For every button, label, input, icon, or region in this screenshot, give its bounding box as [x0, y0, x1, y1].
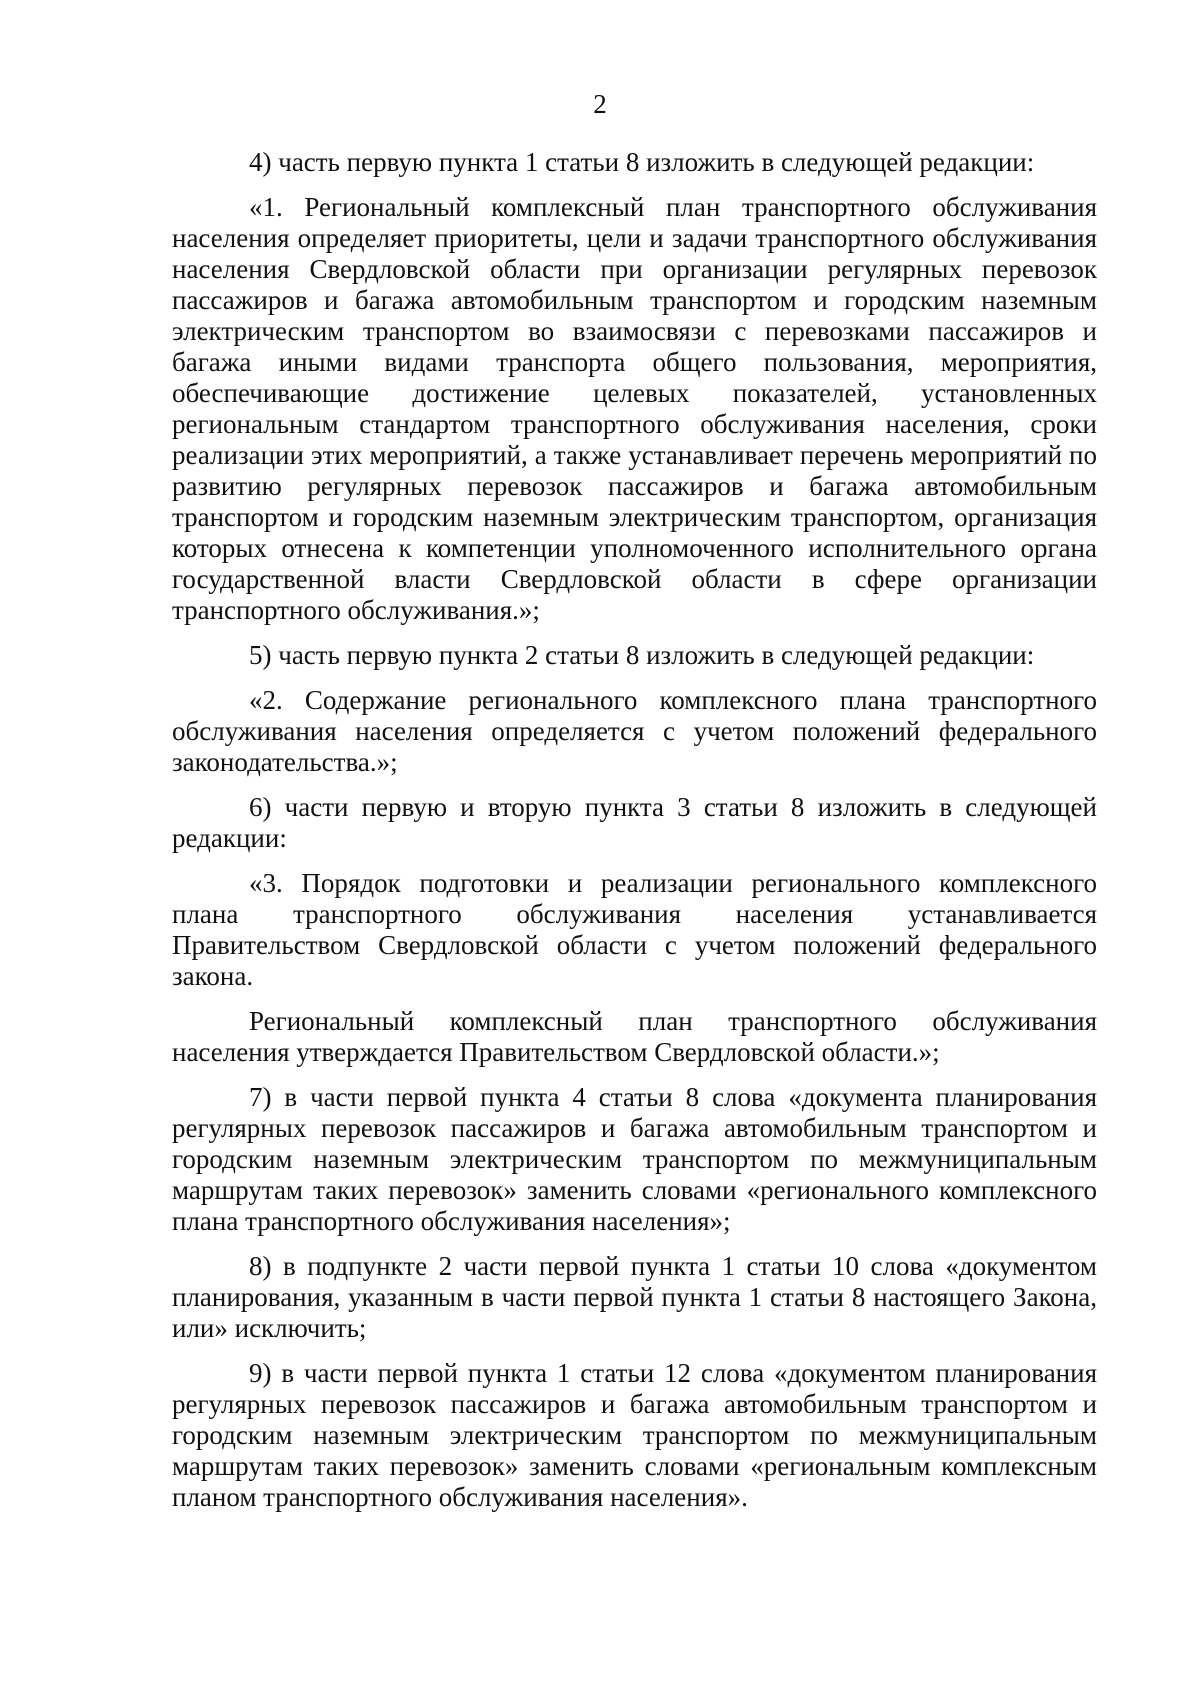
amendment-item-7: 7) в части первой пункта 4 статьи 8 слова «документа планирования регулярных перевозок пассажиров и багажа автомобильным транспортом и городским наземным электрическим транспортом по межмуниципальным маршрутам таких перевозок» заменить словами «регионального комплексного плана транспортного обслуживания населения»; [172, 1082, 1097, 1236]
amendment-item-9: 9) в части первой пункта 1 статьи 12 слова «документом планирования регулярных перевозок пассажиров и багажа автомобильным транспортом и городским наземным электрическим транспортом по межмуниципальным маршрутам таких перевозок» заменить словами «региональным комплексным планом транспортного обслуживания населения». [172, 1358, 1097, 1512]
amendment-item-6: 6) части первую и вторую пункта 3 статьи 8 изложить в следующей редакции: [172, 792, 1097, 853]
amendment-item-5: 5) часть первую пункта 2 статьи 8 изложить в следующей редакции: [249, 640, 1035, 670]
document-body [172, 147, 1097, 1527]
amendment-text-point-1: «1. Региональный комплексный план транспортного обслуживания населения определяет приоритеты, цели и задачи транспортного обслуживания населения Свердловской области при организации регулярных перевозок пассажиров и багажа автомобильным транспортом и городским наземным электрическим транспортом во взаимосвязи с перевозками пассажиров и багажа иными видами транспорта общего пользования, мероприятия, обеспечивающие достижение целевых показателей, установленных региональным стандартом транспортного обслуживания населения, сроки реализации этих мероприятий, а также устанавливает перечень мероприятий по развитию регулярных перевозок пассажиров и багажа автомобильным транспортом и городским наземным электрическим транспортом, организация которых отнесена к компетенции уполномоченного исполнительного органа государственной власти Свердловской области в сфере организации транспортного обслуживания.»; [172, 192, 1097, 625]
amendment-item-8: 8) в подпункте 2 части первой пункта 1 статьи 10 слова «документом планирования, указанным в части первой пункта 1 статьи 8 настоящего Закона, или» исключить; [172, 1251, 1097, 1343]
amendment-item-4: 4) часть первую пункта 1 статьи 8 изложить в следующей редакции: [249, 147, 1035, 177]
amendment-text-point-2: «2. Содержание регионального комплексного плана транспортного обслуживания населения определяется с учетом положений федерального законодательства.»; [172, 685, 1097, 777]
amendment-text-point-3-part-2: Региональный комплексный план транспортного обслуживания населения утверждается Правительством Свердловской области.»; [172, 1006, 1097, 1067]
amendment-text-point-3: «3. Порядок подготовки и реализации регионального комплексного плана транспортного обслуживания населения устанавливается Правительством Свердловской области с учетом положений федерального закона. [172, 868, 1097, 991]
page-number: 2 [593, 89, 607, 119]
